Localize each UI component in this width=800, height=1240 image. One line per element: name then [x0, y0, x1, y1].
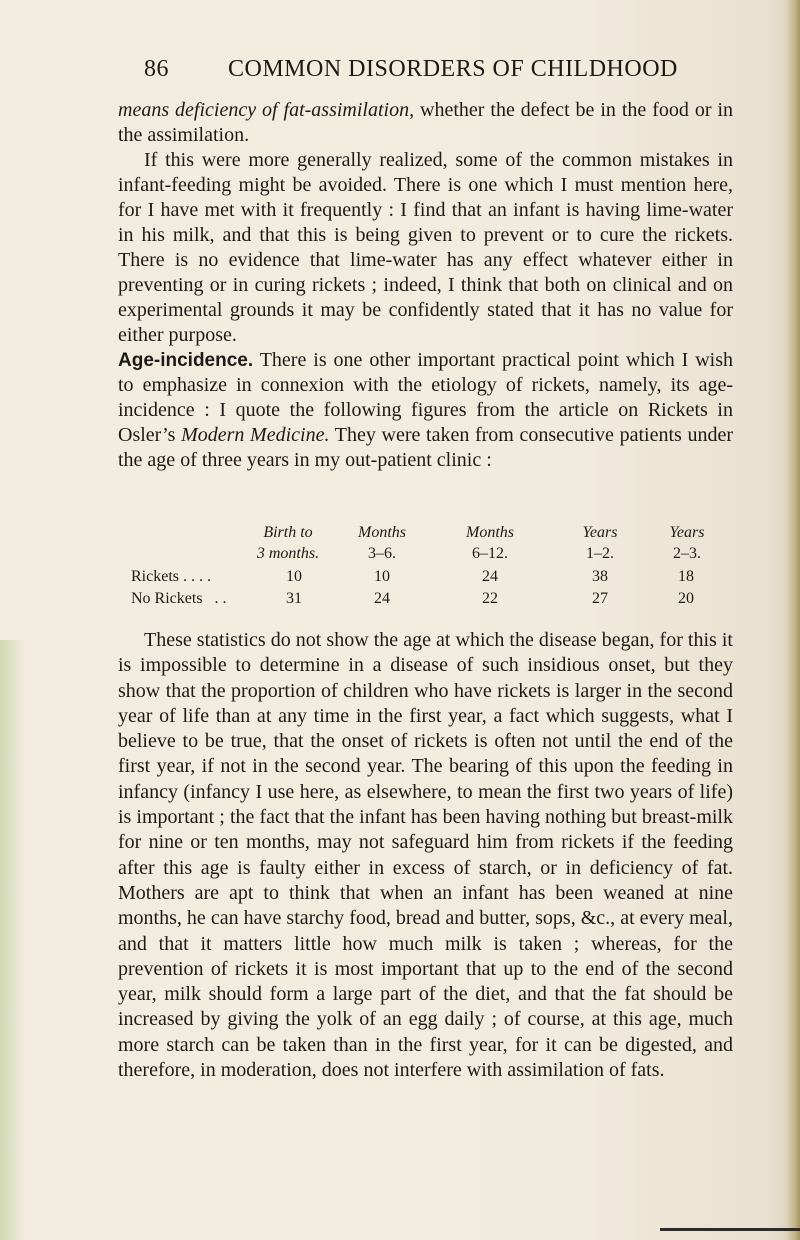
table-cell: 24 [482, 568, 498, 585]
table-cell: 27 [592, 590, 608, 607]
table-cell: 38 [592, 568, 608, 585]
table-cell: 31 [286, 590, 302, 607]
body-text-bottom [118, 628, 733, 1083]
paragraph-1-italic: means deficiency of fat-assimilation, [118, 99, 415, 121]
table-col-subheader: 2–3. [673, 545, 701, 562]
table-cell: 10 [374, 568, 390, 585]
table-col-header: Years [669, 524, 705, 541]
table-col-subheader: 6–12. [472, 545, 508, 562]
table-cell: 10 [286, 568, 302, 585]
paragraph-1-rest: whether the defect be in the food or in the assimilation. [118, 99, 733, 146]
table-col-header: Months [358, 524, 406, 541]
table-cell: 22 [482, 590, 498, 607]
section-heading-age-incidence: Age-incidence. [118, 350, 254, 371]
table-col-header: Months [466, 524, 514, 541]
table-cell: 20 [678, 590, 694, 607]
table-col-header: Birth to [263, 524, 313, 541]
paragraph-3-book-title: Modern Medicine. [181, 424, 330, 446]
table-col-subheader-text: 3 months. [256, 545, 320, 562]
age-incidence-table [120, 524, 720, 626]
paragraph-3-text-b: They were taken from consecutive patients under the age of three years in my out-patient clinic : [118, 424, 733, 471]
table-row-label: No Rickets . . [131, 590, 227, 607]
page-edge-shadow-right [786, 0, 800, 1240]
table-col-subheader [248, 545, 328, 563]
paragraph-2: If this were more generally realized, some of the common mistakes in infant-feeding might be avoided. There is one which I must mention here, for I have met with it frequently : I find that an infant is having lime-water in his milk, and that this is being given to prevent or to cure the rickets. There is no evidence that lime-water has any effect whatever either in preventing or in curing rickets ; indeed, I think that both on clinical and on experimental grounds it may be confidently stated that it has no value for either purpose. [118, 149, 733, 346]
paragraph-4: These statistics do not show the age at which the disease began, for this it is impossible to determine in a disease of such insidious onset, but they show that the proportion of children who have rickets is larger in the second year of life than at any time in the first year, a fact which suggests, what I believe to be true, that the onset of rickets is often not until the end of the first year, if not in the second year. The bearing of this upon the feeding in infancy (infancy I use here, as elsewhere, to mean the first two years of life) is important ; the fact that the infant has been having nothing but breast-milk for nine or ten months, may not safeguard him from rickets if the feeding after this age is faulty either in excess of starch, or in deficiency of fat. Mothers are apt to think that when an infant has been weaned at nine months, he can have starchy food, bread and butter, sops, &c., at every meal, and that it matters little how much milk is taken ; whereas, for the prevention of rickets it is most important that up to the end of the second year, milk should form a large part of the diet, and that the fat should be increased by giving the yolk of an egg daily ; of course, at this age, much more starch can be taken than in the first year, for it can be digested, and therefore, in moderation, does not interfere with assimilation of fats. [118, 629, 733, 1082]
body-text-top [118, 98, 733, 473]
running-header [128, 56, 728, 96]
paragraph-3-text-a: There is one other important practical point which I wish to emphasize in connexion with the etiology of rickets, namely, its age-incidence : I quote the following figures from the article on Rickets in Osler’s [118, 349, 733, 446]
table-col-subheader: 3–6. [368, 545, 396, 562]
paragraph-3 [118, 348, 733, 473]
table-col-header: Years [582, 524, 618, 541]
page-number: 86 [144, 56, 169, 82]
table-col-subheader: 1–2. [586, 545, 614, 562]
running-title: COMMON DISORDERS OF CHILDHOOD [228, 56, 678, 82]
table-cell: 18 [678, 568, 694, 585]
table-cell: 24 [374, 590, 390, 607]
page-edge-shadow-left [0, 640, 26, 1240]
page-bottom-rule [660, 1228, 800, 1231]
paragraph-1 [118, 98, 733, 148]
table-row-label: Rickets . . . . [131, 568, 211, 585]
